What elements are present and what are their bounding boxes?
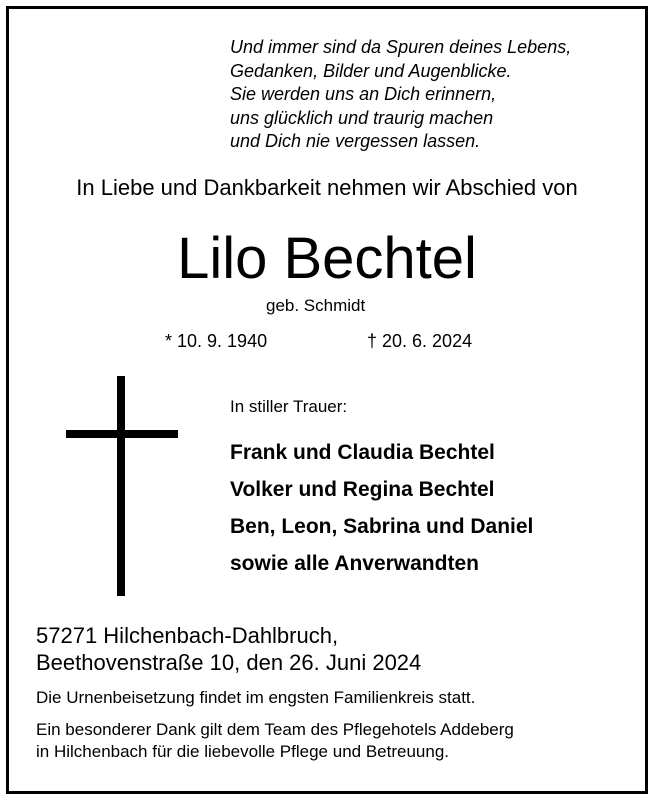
poem-line: Sie werden uns an Dich erinnern,	[230, 84, 497, 104]
maiden-name: geb. Schmidt	[266, 296, 366, 315]
cross-icon	[66, 376, 178, 596]
poem-line: und Dich nie vergessen lassen.	[230, 131, 481, 151]
deceased-name: Lilo Bechtel	[177, 226, 477, 291]
poem-line: Gedanken, Bilder und Augenblicke.	[230, 60, 512, 81]
mourner-line: Ben, Leon, Sabrina und Daniel	[230, 515, 534, 538]
death-date: † 20. 6. 2024	[367, 331, 473, 351]
poem	[230, 36, 571, 154]
birth-date: * 10. 9. 1940	[165, 331, 268, 351]
mourner-line: sowie alle Anverwandten	[230, 552, 479, 575]
poem-line: Und immer sind da Spuren deines Lebens,	[230, 37, 572, 57]
farewell-intro: In Liebe und Dankbarkeit nehmen wir Abschied von	[76, 175, 578, 200]
mourner-line: Frank und Claudia Bechtel	[230, 441, 495, 464]
mourners-list	[230, 434, 533, 582]
thanks-line: in Hilchenbach für die liebevolle Pflege und Betreuung.	[36, 742, 449, 761]
address-line: Beethovenstraße 10, den 26. Juni 2024	[36, 650, 422, 675]
poem-line: uns glücklich und traurig machen	[230, 107, 494, 128]
cross-icon-horizontal-beam	[66, 430, 178, 438]
thanks-line: Ein besonderer Dank gilt dem Team des Pflegehotels Addeberg	[36, 720, 514, 739]
address-block	[36, 622, 421, 676]
address-line: 57271 Hilchenbach-Dahlbruch,	[36, 623, 339, 648]
burial-note: Die Urnenbeisetzung findet im engsten Familienkreis statt.	[36, 688, 476, 707]
mourner-line: Volker und Regina Bechtel	[230, 478, 495, 501]
cross-icon-vertical-beam	[117, 376, 125, 596]
thanks-note	[36, 719, 514, 763]
mourning-label: In stiller Trauer:	[230, 397, 348, 416]
